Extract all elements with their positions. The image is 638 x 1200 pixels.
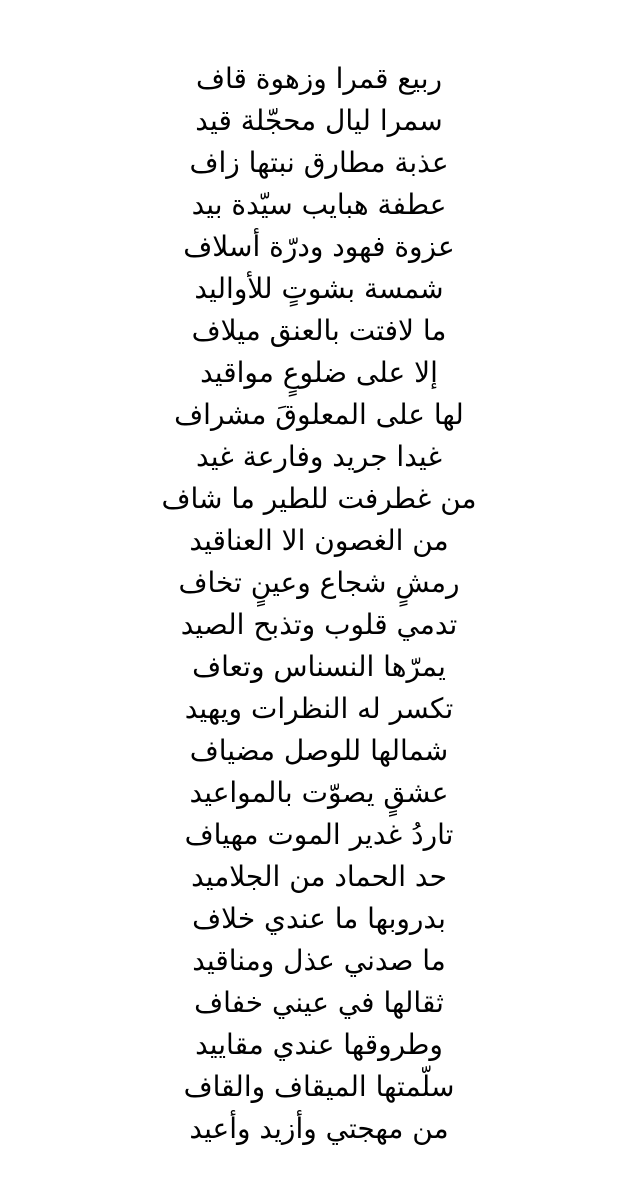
poem-line: عذبة مطارق نبتها زاف (189, 146, 449, 179)
poem-line: تكسر له النظرات ويهيد (184, 692, 454, 725)
poem-line: ربيع قمرا وزهوة قاف (195, 62, 443, 95)
poem-line: من مهجتي وأزيد وأعيد (189, 1112, 449, 1145)
poem-line: ثقالها في عيني خفاف (194, 986, 444, 1019)
poem-line: ما لافتت بالعنق ميلاف (191, 314, 447, 347)
poem-line: عشقٍ يصوّت بالمواعيد (189, 776, 449, 809)
poem-line: تاردُ غدير الموت مهياف (184, 818, 454, 851)
poem-line: إلا على ضلوعٍ مواقيد (200, 356, 438, 389)
poem-line: عزوة فهود ودرّة أسلاف (183, 230, 455, 263)
poem-line: من الغصون الا العناقيد (189, 524, 449, 557)
poem-line: تدمي قلوب وتذبح الصيد (180, 608, 458, 641)
poem-line: رمشٍ شجاع وعينٍ تخاف (178, 566, 460, 599)
poem-line: وطروقها عندي مقاييد (195, 1028, 443, 1061)
poem-line: بدروبها ما عندي خلاف (192, 902, 446, 935)
poem-line: سمرا ليال محجّلة قيد (195, 104, 443, 137)
poem-line: لها على المعلوقَ مشراف (174, 398, 464, 431)
poem-line: شمسة بشوتٍ للأواليد (194, 272, 444, 305)
poem-line: يمرّها النسناس وتعاف (192, 650, 446, 683)
poem-line: سلّمتها الميقاف والقاف (183, 1070, 455, 1103)
poem-line: من غطرفت للطير ما شاف (161, 482, 477, 515)
poem-line: شمالها للوصل مضياف (189, 734, 449, 767)
poem-line: غيدا جريد وفارعة غيد (196, 440, 442, 473)
poem-line: ما صدني عذل ومناقيد (192, 944, 446, 977)
poem-line: حد الحماد من الجلاميد (191, 860, 447, 893)
poem-line: عطفة هبايب سيّدة بيد (191, 188, 447, 221)
